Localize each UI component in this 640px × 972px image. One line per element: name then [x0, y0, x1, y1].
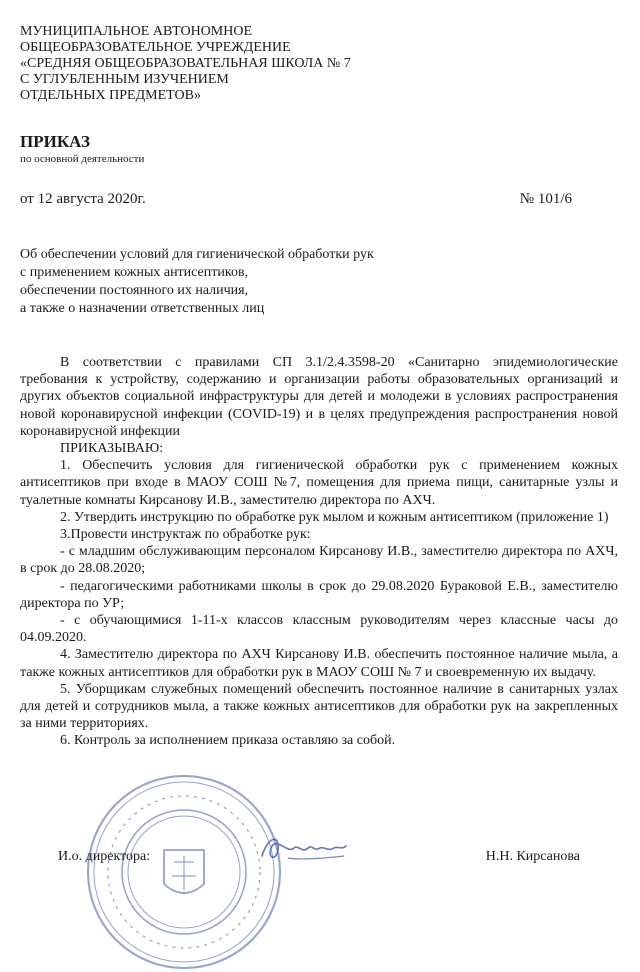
order-item-6: 6. Контроль за исполнением приказа оставляю за собой. [60, 733, 396, 749]
order-body [20, 354, 618, 750]
seal-stamp-icon [84, 772, 284, 972]
order-item-5: 5. Уборщикам служебных помещений обеспечить постоянное наличие в санитарных узлах для детей и сотрудников мыла, а также кожных антисептиков для обработки рук на закрепленных за ними территориях. [20, 681, 618, 732]
subject-line: а также о назначении ответственных лиц [20, 301, 265, 316]
order-word: ПРИКАЗЫВАЮ: [60, 441, 164, 457]
document-title: ПРИКАЗ [20, 132, 90, 151]
signatory-role: И.о. директора: [58, 849, 151, 864]
order-item-3-c: - с обучающимися 1-11-х классов классным руководителям через классные часы до 04.09.2020. [20, 613, 618, 646]
organization-header [20, 24, 351, 104]
organization-line: МУНИЦИПАЛЬНОЕ АВТОНОМНОЕ [20, 24, 253, 39]
signatory-name: Н.Н. Кирсанова [485, 849, 580, 864]
order-number: № 101/6 [519, 191, 572, 207]
order-item-3-a: - с младшим обслуживающим персоналом Кирсанову И.В., заместителю директора по АХЧ, в срок до 28.08.2020; [20, 544, 618, 577]
organization-line: ОБЩЕОБРАЗОВАТЕЛЬНОЕ УЧРЕЖДЕНИЕ [20, 40, 291, 55]
subject-line: Об обеспечении условий для гигиенической обработки рук [20, 247, 374, 262]
order-item-1: 1. Обеспечить условия для гигиенической обработки рук с применением кожных антисептиков при входе в МАОУ СОШ №7, помещения для приема пищи, санитарные узлы и туалетные комнаты Кирсанову И.В., заместителю директора по АХЧ. [20, 458, 618, 508]
organization-line: С УГЛУБЛЕННЫМ ИЗУЧЕНИЕМ [20, 72, 229, 87]
organization-line: ОТДЕЛЬНЫХ ПРЕДМЕТОВ» [20, 88, 201, 103]
order-item-3: 3.Провести инструктаж по обработке рук: [60, 527, 311, 543]
handwritten-signature-icon [258, 828, 350, 868]
subject-line: с применением кожных антисептиков, [20, 265, 249, 280]
order-date: от 12 августа 2020г. [20, 191, 146, 207]
order-item-4: 4. Заместителю директора по АХЧ Кирсанову И.В. обеспечить постоянное наличие мыла, а также кожных антисептиков для обработки рук в МАОУ СОШ № 7 и своевременную их выдачу. [20, 647, 618, 680]
preamble: В соответствии с правилами СП 3.1/2.4.3598-20 «Санитарно эпидемиологические требования к устройству, содержанию и организации работы образовательных организаций и других объектов социальной инфраструктуры для детей и молодежи в условиях распространения новой коронавирусной инфекции (COVID-19) и в целях предупреждения распространения новой коронавирусной инфекции [20, 355, 618, 439]
order-subject [20, 246, 374, 318]
order-item-3-b: - педагогическими работниками школы в срок до 29.08.2020 Бураковой Е.В., заместителю директора по УР; [20, 578, 618, 611]
organization-line: «СРЕДНЯЯ ОБЩЕОБРАЗОВАТЕЛЬНАЯ ШКОЛА № 7 [20, 56, 351, 71]
subject-line: обеспечении постоянного их наличия, [20, 283, 249, 298]
document-subtitle: по основной деятельности [20, 153, 145, 165]
order-item-2: 2. Утвердить инструкцию по обработке рук мылом и кожным антисептиком (приложение 1) [60, 509, 609, 525]
